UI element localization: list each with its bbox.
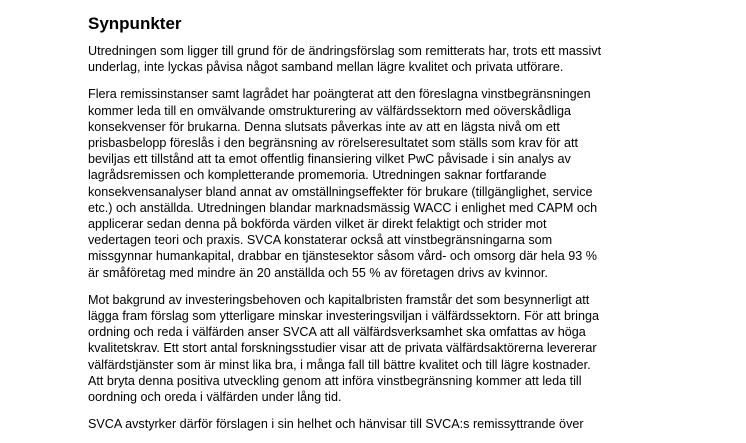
paragraph-2 xyxy=(88,86,668,280)
paragraph-1 xyxy=(88,43,668,75)
text-line: beviljas ett tillstånd att ta emot offentlig finansiering vilket PwC påvisade i sin analys av xyxy=(88,152,571,167)
text-line: konsekvenser för brukarna. Denna slutsats påverkas inte av att en lägsta nivå om ett xyxy=(88,119,560,134)
text-line: Mot bakgrund av investeringsbehoven och kapitalbristen framstår det som besynnerligt att xyxy=(88,292,590,307)
text-line: oordning och oreda i välfärden under lång tid. xyxy=(88,390,342,405)
text-line: vedertagen teori och praxis. SVCA konstaterar också att vinstbegränsningarna som xyxy=(88,233,553,248)
text-line: prisbasbelopp föreslås i den begränsning av rörelseresultatet som ställs som krav för att xyxy=(88,136,578,151)
text-line: lagrådsremissen och kompletterande promemoria. Utredningen saknar fortfarande xyxy=(88,168,547,183)
text-line: kvalitetskrav. Ett stort antal forskningsstudier visar att de privata välfärdsaktörerna levererar xyxy=(88,341,597,356)
text-line: ordning och reda i välfärden anser SVCA att all välfärdsverksamhet ska omfattas av höga xyxy=(88,325,586,340)
text-line: är småföretag med mindre än 20 anställda och 55 % av företagen drivs av kvinnor. xyxy=(88,265,548,280)
document-page xyxy=(88,14,668,443)
section-heading: Synpunkter xyxy=(88,14,182,33)
text-line: underlag, inte lyckas påvisa något samband mellan lägre kvalitet och privata utförare. xyxy=(88,60,564,75)
paragraph-3 xyxy=(88,292,668,405)
text-line: lägga fram förslag som ytterligare minskar investeringsviljan i välfärdssektorn. För att bringa xyxy=(88,309,599,324)
text-line: Att bryta denna positiva utveckling genom att införa vinstbegränsning kommer att leda till xyxy=(88,373,582,388)
text-line: konsekvensanalyser bland annat av omställningseffekter för brukare (tillgänglighet, service xyxy=(88,184,593,199)
text-line: missgynnar humankapital, drabbar en tjänstesektor såsom vård- och omsorg där hela 93 % xyxy=(88,249,597,264)
text-line: Flera remissinstanser samt lagrådet har poängterat att den föreslagna vinstbegränsningen xyxy=(88,87,591,102)
text-line: SVCA avstyrker därför förslagen i sin helhet och hänvisar till SVCA:s remissyttrande över xyxy=(88,417,584,432)
text-line: applicerar sedan denna på bokförda värden vilket är direkt felaktigt och strider mot xyxy=(88,217,547,232)
text-line: Utredningen som ligger till grund för de ändringsförslag som remitterats har, trots ett massivt xyxy=(88,44,602,58)
text-line: välfärdstjänster som är minst lika bra, i många fall till bättre kvalitet och till lägre kostnader. xyxy=(88,357,591,372)
text-line: kommer leda till en omvälvande omstrukturering av välfärdssektorn med oöverskådliga xyxy=(88,103,571,118)
text-line: etc.) och anställda. Utredningen blandar marknadsmässig WACC i enlighet med CAPM och xyxy=(88,200,598,215)
